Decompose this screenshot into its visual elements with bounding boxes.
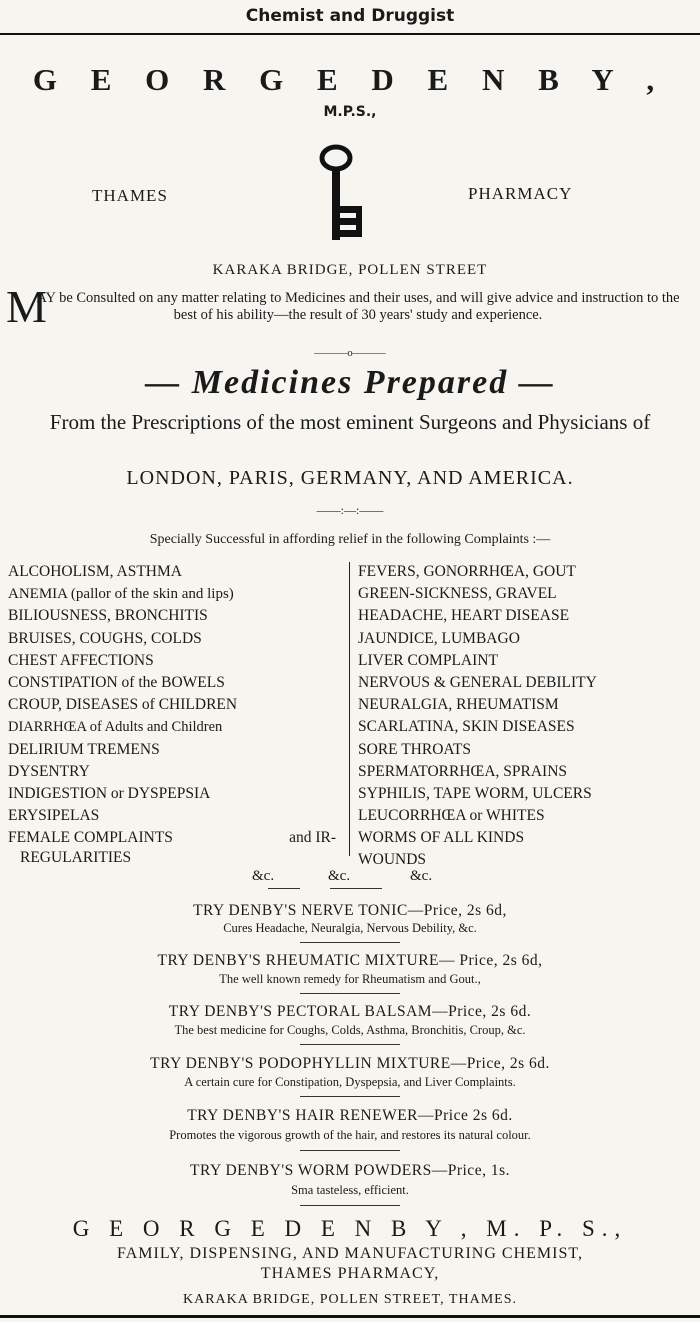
product-desc-rheumatic: The well known remedy for Rheumatism and Gout., [219,972,481,986]
footer-chemist-line [0,1244,700,1284]
cities-line: LONDON, PARIS, GERMANY, AND AMERICA. [126,467,574,489]
key-icon [312,144,372,244]
complaint-item: WOUNDS [358,850,427,868]
separator-dots: ——:—:—— [316,503,384,517]
product-title-hair-renewer: TRY DENBY'S HAIR RENEWER—Price 2s 6d. [187,1107,513,1124]
etc-underline [330,888,382,889]
headline-medicines-prepared: — Medicines Prepared — [145,364,555,401]
complaint-item: DIARRHŒA of Adults and Children [8,719,223,736]
proprietor-name: G E O R G E D E N B Y , [32,62,668,97]
intro-text: AY be Consulted on any matter relating to Medicines and their uses, and will give advice and instruction to the best of his ability—the result of 30 years' study and experience. [36,290,680,323]
credentials: M.P.S., [323,104,377,120]
complaint-item: ANEMIA (pallor of the skin and lips) [8,586,234,603]
product-title-pectoral: TRY DENBY'S PECTORAL BALSAM—Price, 2s 6d. [168,1003,532,1020]
product-desc-hair-renewer: Promotes the vigorous growth of the hair, and restores its natural colour. [169,1128,531,1142]
complaints-left-column [8,561,344,865]
etc-1: &c. [252,868,275,884]
from-prescriptions-line: From the Prescriptions of the most eminent Surgeons and Physicians of [49,410,651,434]
product-divider [300,993,400,994]
complaint-item-female [8,827,336,849]
product-title-worm-powders: TRY DENBY'S WORM POWDERS—Price, 1s. [190,1162,510,1179]
complaint-item: SYPHILIS, TAPE WORM, ULCERS [358,785,592,803]
complaint-item: GREEN-SICKNESS, GRAVEL [358,585,557,603]
product-divider [300,1205,400,1206]
complaint-item: HEADACHE, HEART DISEASE [358,607,570,625]
complaints-right-column [358,561,698,869]
etc-2: &c. [328,868,351,884]
product-title-podophyllin: TRY DENBY'S PODOPHYLLIN MIXTURE—Price, 2s 6d. [150,1055,550,1072]
complaint-item: CHEST AFFECTIONS [8,651,154,669]
complaint-item: NEURALGIA, RHEUMATISM [358,696,559,714]
footer-proprietor-name: G E O R G E D E N B Y , M. P. S., [72,1216,628,1241]
complaint-item: DELIRIUM TREMENS [8,740,160,758]
footer-pharmacy-text: THAMES PHARMACY, [260,1265,440,1282]
complaint-female-part-c: REGULARITIES [20,848,132,866]
footer-address: KARAKA BRIDGE, POLLEN STREET, THAMES. [183,1292,517,1307]
complaint-item: INDIGESTION or DYSPEPSIA [8,785,211,803]
complaint-female-part-a: FEMALE COMPLAINTS [8,829,173,847]
complaint-item: NERVOUS & GENERAL DEBILITY [358,674,597,692]
separator-o: ———o——— [314,347,386,359]
complaint-item: DYSENTRY [8,762,90,780]
complaint-item: WORMS OF ALL KINDS [358,829,525,847]
thames-label: THAMES [92,186,168,205]
bottom-rule [0,1315,700,1318]
address-top: KARAKA BRIDGE, POLLEN STREET [212,262,488,278]
section-header: Chemist and Druggist [245,6,455,26]
product-divider [300,1150,400,1151]
complaint-item: CROUP, DISEASES of CHILDREN [8,696,238,714]
product-title-nerve-tonic: TRY DENBY'S NERVE TONIC—Price, 2s 6d, [193,902,507,919]
product-desc-podophyllin: A certain cure for Constipation, Dyspepsia, and Liver Complaints. [184,1075,516,1089]
product-divider [300,1044,400,1045]
complaint-item: BILIOUSNESS, BRONCHITIS [8,607,208,625]
complaint-item: CONSTIPATION of the BOWELS [8,674,225,692]
complaint-female-part-b: and IR- [289,829,336,847]
pharmacy-label: PHARMACY [468,184,573,203]
complaint-item: FEVERS, GONORRHŒA, GOUT [358,563,576,580]
footer-chemist-text: FAMILY, DISPENSING, AND MANUFACTURING CHEMIST, [117,1245,583,1262]
complaint-item: SPERMATORRHŒA, SPRAINS [358,762,568,780]
complaint-item: LEUCORRHŒA or WHITES [358,807,545,825]
product-divider [300,1096,400,1097]
product-desc-worm-powders: Sma tasteless, efficient. [291,1183,409,1197]
product-desc-nerve-tonic: Cures Headache, Neuralgia, Nervous Debility, &c. [223,921,477,935]
complaint-item: BRUISES, COUGHS, COLDS [8,629,202,647]
etc-3: &c. [410,868,433,884]
product-title-rheumatic: TRY DENBY'S RHEUMATIC MIXTURE— Price, 2s 6d, [157,952,543,969]
dropcap-letter: M [6,281,47,332]
column-divider [349,562,350,856]
top-rule [0,33,700,35]
complaint-item: LIVER COMPLAINT [358,651,498,669]
product-desc-pectoral: The best medicine for Coughs, Colds, Asthma, Bronchitis, Croup, &c. [174,1023,526,1037]
product-divider [300,942,400,943]
complaint-item: JAUNDICE, LUMBAGO [358,629,520,647]
complaint-item: SORE THROATS [358,740,471,758]
complaint-item: ALCOHOLISM, ASTHMA [8,563,182,580]
complaint-item: ERYSIPELAS [8,807,100,825]
etc-underline [268,888,300,889]
complaint-item: SCARLATINA, SKIN DISEASES [358,718,575,736]
specially-successful-line: Specially Successful in affording relief in the following Complaints :— [149,532,551,547]
